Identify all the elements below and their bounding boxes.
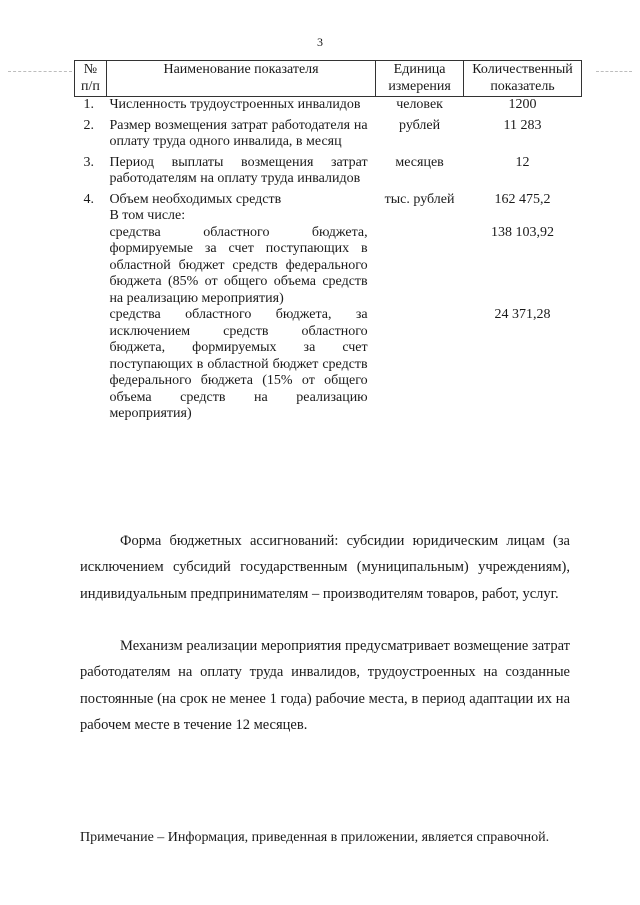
row-name: Численность трудоустроенных инвалидов — [109, 97, 361, 112]
row-num: 3. — [83, 154, 94, 170]
header-name: Наименование показателя — [106, 61, 375, 97]
scan-artifact-right — [596, 71, 632, 72]
row-num: 1. — [83, 97, 94, 112]
row-unit: месяцев — [395, 154, 444, 170]
row-name: Период выплаты возмещения затрат работодателям на оплату труда инвалидов — [109, 154, 368, 186]
subrow-name: средства областного бюджета, формируемые за счет поступающих в областной бюджет средств федерального бюджета (85% от общего объема средств на реализацию мероприятия) — [109, 224, 368, 306]
header-unit: Единица измерения — [376, 61, 464, 97]
table-header-row — [75, 61, 582, 97]
header-num: № п/п — [75, 61, 107, 97]
table-subrow — [75, 307, 582, 423]
row-name: Размер возмещения затрат работодателя на оплату труда одного инвалида, в месяц — [109, 117, 368, 149]
table-row — [75, 155, 582, 188]
header-qty: Количественный показатель — [464, 61, 582, 97]
row-num: 4. — [83, 191, 94, 207]
table-row — [75, 192, 582, 225]
row-qty: 1200 — [508, 97, 537, 112]
subrow-name: средства областного бюджета, за исключением средств областного бюджета, формируемых за счет поступающих в областной бюджет средств федерального бюджета (15% от общего объема средств на реализацию мероприятия) — [109, 307, 368, 421]
including-label: В том числе: — [109, 208, 186, 223]
scan-artifact-left — [8, 71, 72, 72]
row-qty: 11 283 — [503, 117, 542, 133]
row-name-text: Объем необходимых средств — [109, 191, 282, 207]
indicators-table — [74, 60, 582, 423]
row-name — [106, 192, 375, 225]
page-number: 3 — [317, 35, 323, 49]
row-unit: человек — [396, 97, 443, 112]
subrow-qty: 24 371,28 — [494, 307, 551, 322]
table-row — [75, 118, 582, 151]
paragraph-budget-form: Форма бюджетных ассигнований: субсидии юридическим лицам (за исключением субсидий государственным (муниципальным) учреждениям), индивидуальным предпринимателям – производителям товаров, работ, услуг. — [80, 533, 570, 602]
row-unit: тыс. рублей — [384, 191, 455, 207]
table-subrow — [75, 225, 582, 308]
row-qty: 12 — [515, 154, 530, 170]
row-unit: рублей — [399, 117, 441, 133]
footnote: Примечание – Информация, приведенная в приложении, является справочной. — [80, 830, 550, 845]
row-qty: 162 475,2 — [494, 191, 551, 207]
subrow-qty: 138 103,92 — [491, 224, 555, 240]
row-num: 2. — [83, 117, 94, 133]
paragraph-mechanism: Механизм реализации мероприятия предусматривает возмещение затрат работодателям на оплату труда инвалидов, трудоустроенных на созданные постоянные (на срок не менее 1 года) рабочие места, в период адаптации их на рабочем месте в течение 12 месяцев. — [80, 638, 570, 733]
table-row — [75, 97, 582, 114]
